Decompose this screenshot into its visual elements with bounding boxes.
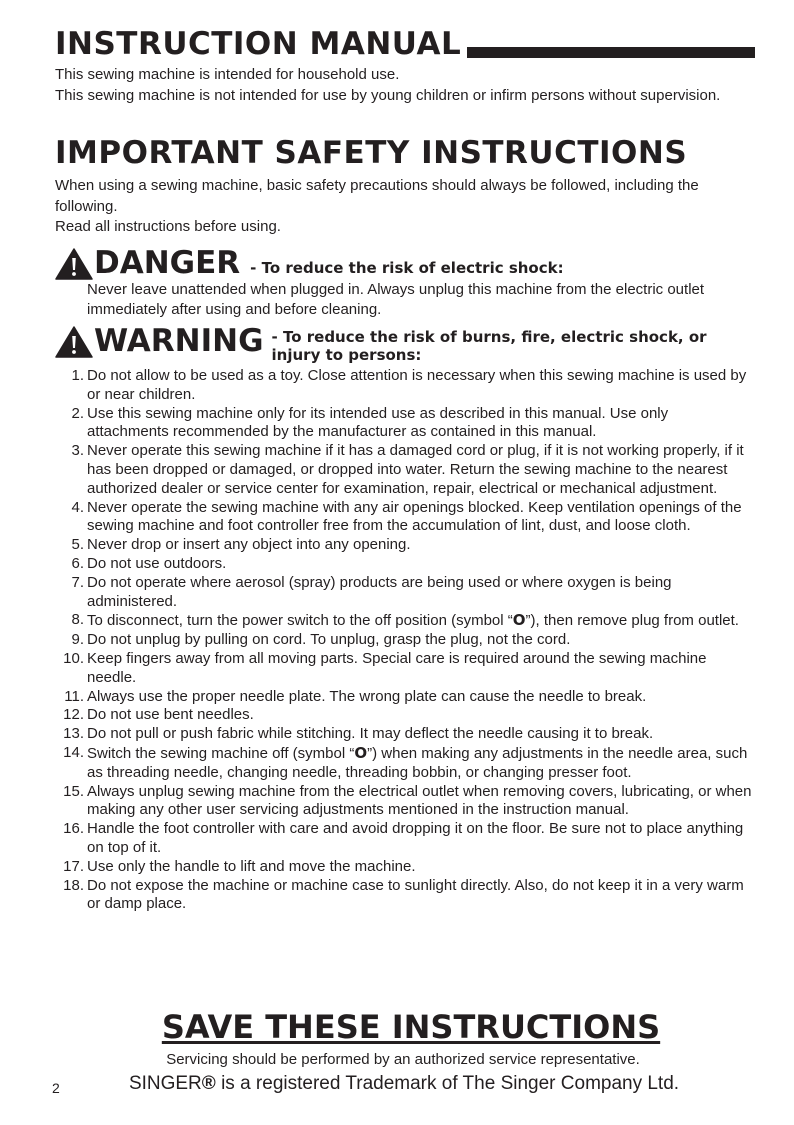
item-number: 15. — [63, 782, 84, 800]
item-number: 5. — [71, 536, 84, 554]
intro-text — [55, 65, 755, 106]
item-number: 13. — [63, 725, 84, 743]
intro-line: This sewing machine is not intended for use by young children or infirm persons without supervision. — [55, 86, 721, 104]
danger-subtitle: - To reduce the risk of electric shock: — [250, 259, 564, 277]
trademark-notice — [0, 1072, 794, 1096]
list-item — [48, 877, 753, 915]
item-text: Do not pull or push fabric while stitching. It may deflect the needle causing it to break. — [87, 725, 654, 743]
warning-triangle-icon — [55, 248, 93, 280]
list-item — [48, 706, 753, 725]
trademark-text: is a registered Trademark of The Singer Company Ltd. — [215, 1073, 680, 1094]
item-text: Do not operate where aerosol (spray) products are being used or where oxygen is being administered. — [87, 573, 672, 610]
manual-title: INSTRUCTION MANUAL — [55, 26, 462, 62]
item-text: Do not expose the machine or machine case to sunlight directly. Also, do not keep it in a very warm or damp place. — [87, 876, 744, 913]
safety-intro — [55, 176, 755, 238]
item-number: 2. — [71, 404, 84, 422]
warning-triangle-icon — [55, 326, 93, 358]
item-text: Use only the handle to lift and move the machine. — [87, 857, 416, 875]
list-item — [48, 783, 753, 821]
item-text-before-symbol: Switch the sewing machine off (symbol “ — [87, 744, 355, 762]
danger-heading — [55, 246, 564, 280]
warning-label: WARNING — [94, 323, 264, 359]
title-rule — [467, 47, 755, 58]
item-number: 17. — [63, 857, 84, 875]
item-number: 10. — [63, 649, 84, 667]
safety-title: IMPORTANT SAFETY INSTRUCTIONS — [55, 135, 688, 171]
safety-list — [48, 367, 753, 914]
item-number: 11. — [64, 687, 84, 705]
list-item — [48, 611, 753, 631]
item-number: 12. — [63, 706, 84, 724]
item-number: 3. — [71, 442, 84, 460]
item-text: Do not unplug by pulling on cord. To unplug, grasp the plug, not the cord. — [87, 631, 571, 649]
list-item — [48, 744, 753, 783]
item-text — [87, 744, 753, 783]
list-item — [48, 631, 753, 650]
safety-intro-line: When using a sewing machine, basic safety precautions should always be followed, including the following. — [55, 177, 699, 215]
warning-heading — [55, 324, 742, 364]
list-item — [48, 367, 753, 405]
item-text-after-symbol: ”), then remove plug from outlet. — [525, 612, 739, 630]
item-text: Always unplug sewing machine from the electrical outlet when removing covers, lubricating, or when making any other user servicing adjustments mentioned in the instruction manual. — [87, 782, 752, 819]
list-item — [48, 688, 753, 707]
warning-subtitle: - To reduce the risk of burns, fire, electric shock, or injury to persons: — [271, 328, 707, 364]
item-number: 7. — [71, 573, 84, 591]
list-item — [48, 725, 753, 744]
list-item — [48, 555, 753, 574]
trademark-brand: SINGER — [128, 1073, 202, 1094]
manual-title-row — [55, 20, 755, 64]
item-text: Never drop or insert any object into any opening. — [87, 536, 411, 554]
danger-label: DANGER — [94, 245, 241, 281]
list-item — [48, 536, 753, 555]
item-text: Always use the proper needle plate. The wrong plate can cause the needle to break. — [87, 687, 647, 705]
item-number: 1. — [71, 367, 84, 384]
item-text — [87, 611, 753, 631]
service-note: Servicing should be performed by an authorized service representative. — [166, 1051, 640, 1068]
save-instructions-heading: SAVE THESE INSTRUCTIONS — [161, 1008, 661, 1046]
item-number: 4. — [71, 498, 84, 516]
list-item — [48, 650, 753, 688]
list-item — [48, 499, 753, 537]
safety-intro-line: Read all instructions before using. — [55, 218, 281, 235]
item-text-after-symbol: ”) when making any adjustments in the needle area, such as threading needle, changing needle, threading bobbin, or changing presser foot. — [87, 744, 748, 781]
item-text: Never operate the sewing machine with any air openings blocked. Keep ventilation openings of the sewing machine and foot controller free from the accumulation of lint, dust, and loose cloth. — [87, 498, 742, 535]
intro-line: This sewing machine is intended for household use. — [55, 66, 400, 83]
list-item — [48, 442, 753, 498]
list-item — [48, 405, 753, 443]
list-item — [48, 574, 753, 612]
item-text: Keep fingers away from all moving parts. Special care is required around the sewing machine needle. — [87, 649, 707, 686]
item-text: Use this sewing machine only for its intended use as described in this manual. Use only attachments recommended by the manufacturer as contained in this manual. — [87, 404, 669, 441]
item-number: 8. — [71, 611, 84, 629]
danger-text: Never leave unattended when plugged in. Always unplug this machine from the electric outlet immediately after using and before cleaning. — [87, 281, 705, 318]
item-text: Do not use bent needles. — [87, 706, 254, 724]
page-number: 2 — [52, 1080, 60, 1096]
item-text-before-symbol: To disconnect, turn the power switch to the off position (symbol “ — [87, 612, 513, 630]
registered-mark: ® — [201, 1073, 216, 1094]
item-text: Do not use outdoors. — [87, 554, 227, 572]
item-number: 18. — [63, 876, 84, 894]
item-text: Never operate this sewing machine if it has a damaged cord or plug, if it is not working properly, if it has been dropped or damaged, or dropped into water. Return the sewing machine to the nearest authorized dealer or service center for examination, repair, electrical or mechanical adjustment. — [87, 442, 744, 497]
item-text: Do not allow to be used as a toy. Close attention is necessary when this sewing machine is used by or near children. — [87, 367, 747, 403]
item-text: Handle the foot controller with care and avoid dropping it on the floor. Be sure not to place anything on top of it. — [87, 820, 744, 856]
list-item — [48, 820, 753, 858]
item-number: 9. — [71, 631, 84, 649]
list-item — [48, 858, 753, 877]
off-symbol: O — [354, 743, 368, 762]
item-number: 6. — [71, 554, 84, 572]
item-number: 16. — [63, 820, 84, 838]
item-number: 14. — [63, 743, 84, 761]
off-symbol: O — [512, 611, 526, 630]
